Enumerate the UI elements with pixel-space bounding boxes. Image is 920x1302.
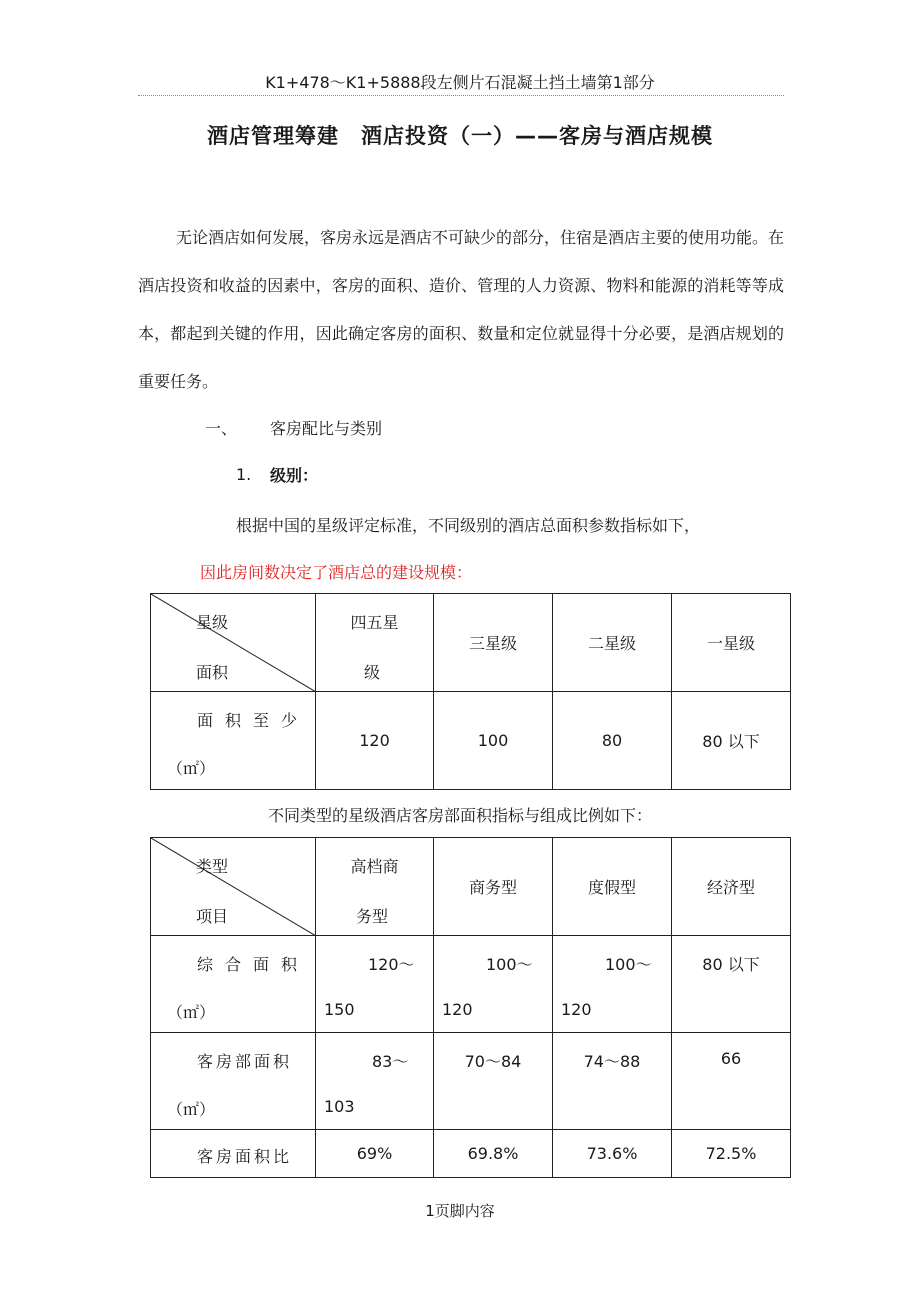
column-header: 二星级 xyxy=(553,594,672,692)
table-row xyxy=(151,692,791,790)
column-header: 三星级 xyxy=(434,594,553,692)
column-header: 高档商 务型 xyxy=(316,838,434,936)
hotel-type-area-table xyxy=(150,837,791,1178)
column-header: 商务型 xyxy=(434,838,553,936)
header-divider xyxy=(138,95,784,96)
table-cell: 73.6% xyxy=(553,1130,672,1178)
section-number: 一、 xyxy=(205,419,238,438)
table-cell: 120～ 150 xyxy=(316,936,434,1033)
column-header: 四五星 级 xyxy=(316,594,434,692)
table-header-row xyxy=(151,838,791,936)
table-cell: 69% xyxy=(316,1130,434,1178)
row-label: 客房面积比 xyxy=(151,1130,316,1178)
table-row xyxy=(151,1033,791,1130)
row-label: 综合面积 （㎡） xyxy=(151,936,316,1033)
row-label: 面积至少 （㎡） xyxy=(151,692,316,790)
table-row xyxy=(151,1130,791,1178)
table-cell: 72.5% xyxy=(672,1130,791,1178)
column-header: 经济型 xyxy=(672,838,791,936)
subsection-number: 1. xyxy=(236,465,252,484)
corner-top-label: 星级 xyxy=(196,613,229,632)
star-level-area-table xyxy=(150,593,791,790)
diagonal-line xyxy=(151,594,316,692)
subsection-title: 级别： xyxy=(270,466,319,485)
column-header: 度假型 xyxy=(553,838,672,936)
table-cell: 69.8% xyxy=(434,1130,553,1178)
table-cell: 66 xyxy=(672,1033,791,1130)
highlighted-note: 因此房间数决定了酒店总的建设规模： xyxy=(200,563,473,582)
column-header: 一星级 xyxy=(672,594,791,692)
table-cell: 80 xyxy=(553,692,672,790)
table-row xyxy=(151,936,791,1033)
diagonal-line xyxy=(151,838,316,936)
intro-paragraph: 无论酒店如何发展，客房永远是酒店不可缺少的部分，住宿是酒店主要的使用功能。在酒店投资和收益的因素中，客房的面积、造价、管理的人力资源、物料和能源的消耗等等成本，都起到关键的作用，因此确定客房的面积、数量和定位就显得十分必要，是酒店规划的重要任务。 xyxy=(138,228,785,391)
corner-top-label: 类型 xyxy=(196,857,229,876)
table-caption: 不同类型的星级酒店客房部面积指标与组成比例如下： xyxy=(267,806,652,825)
corner-cell xyxy=(151,594,316,692)
corner-bottom-label: 面积 xyxy=(196,663,229,682)
standards-paragraph: 根据中国的星级评定标准，不同级别的酒店总面积参数指标如下， xyxy=(236,516,701,535)
table-cell: 120 xyxy=(316,692,434,790)
page-header: K1+478～K1+5888段左侧片石混凝土挡土墙第1部分 xyxy=(265,73,655,92)
table-cell: 100～ 120 xyxy=(553,936,672,1033)
table-cell: 100 xyxy=(434,692,553,790)
table-cell: 80 以下 xyxy=(672,936,791,1033)
row-label: 客房部面积 （㎡） xyxy=(151,1033,316,1130)
table-cell: 83～ 103 xyxy=(316,1033,434,1130)
table-cell: 100～ 120 xyxy=(434,936,553,1033)
corner-bottom-label: 项目 xyxy=(196,907,229,926)
page-footer: 1页脚内容 xyxy=(425,1202,495,1220)
section-title: 客房配比与类别 xyxy=(270,419,383,438)
table-header-row xyxy=(151,594,791,692)
table-cell: 70～84 xyxy=(434,1033,553,1130)
corner-cell xyxy=(151,838,316,936)
document-title: 酒店管理筹建 酒店投资（一）——客房与酒店规模 xyxy=(207,124,713,148)
table-cell: 80 以下 xyxy=(672,692,791,790)
table-cell: 74～88 xyxy=(553,1033,672,1130)
